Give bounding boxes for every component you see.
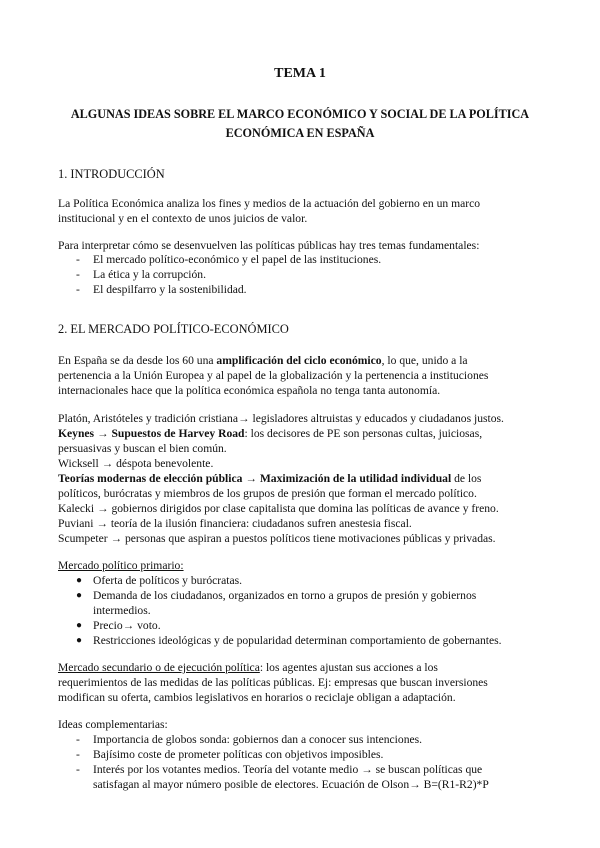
secondary-market-line: Mercado secundario o de ejecución política: los agentes ajustan sus acciones a los: [58, 661, 438, 674]
dash-bullet: -: [76, 283, 80, 296]
subtitle-line-2: ECONÓMICA EN ESPAÑA: [225, 126, 375, 140]
dash-bullet: -: [76, 763, 80, 776]
complementary-heading: Ideas complementarias:: [58, 718, 168, 731]
intro-paragraph-line: Para interpretar cómo se desenvuelven las políticas públicas hay tres temas fundamentales:: [58, 239, 480, 252]
subtitle-line-1: ALGUNAS IDEAS SOBRE EL MARCO ECONÓMICO Y SOCIAL DE LA POLÍTICA: [70, 107, 530, 121]
theory-line-scumpeter: Scumpeter → personas que aspiran a puestos políticos tiene motivaciones públicas y privadas.: [58, 532, 496, 545]
dash-bullet: -: [76, 253, 80, 266]
list-item-cont: intermedios.: [93, 604, 151, 617]
theory-line-puviani: Puviani → teoría de la ilusión financiera: ciudadanos sufren anestesia fiscal.: [58, 517, 412, 530]
list-item: La ética y la corrupción.: [93, 268, 206, 281]
list-item: Importancia de globos sonda: gobiernos dan a conocer sus intenciones.: [93, 733, 423, 746]
bullet-dot: ●: [76, 620, 83, 631]
theory-line-kalecki: Kalecki → gobiernos dirigidos por clase capitalista que domina las políticas de avance y freno.: [58, 502, 499, 515]
section-heading-introduccion: 1. INTRODUCCIÓN: [58, 167, 165, 181]
list-item: El despilfarro y la sostenibilidad.: [93, 283, 247, 296]
list-item-cont: satisfagan al mayor número posible de electores. Ecuación de Olson→ B=(R1-R2)*P: [93, 778, 489, 791]
dash-bullet: -: [76, 268, 80, 281]
dash-bullet: -: [76, 733, 80, 746]
list-item: Demanda de los ciudadanos, organizados en torno a grupos de presión y gobiernos: [93, 589, 477, 602]
theory-line-keynes-cont: persuasivas y buscan el bien común.: [58, 442, 227, 455]
theory-line-teorias-cont: políticos, burócratas y miembros de los grupos de presión que forman el mercado político.: [58, 487, 477, 500]
spain-paragraph-line: pertenencia a la Unión Europea y al papel de la globalización y la pertenencia a instituciones: [58, 369, 489, 382]
spain-paragraph-line: En España se da desde los 60 una amplificación del ciclo económico, lo que, unido a la: [58, 354, 468, 367]
list-item: Oferta de políticos y burócratas.: [93, 574, 243, 587]
secondary-market-line: modifican su oferta, cambios legislativos en horarios o reciclaje obligan a adaptación.: [58, 691, 456, 704]
page-title: TEMA 1: [274, 66, 326, 81]
primary-market-heading: Mercado político primario:: [58, 559, 184, 572]
bullet-dot: ●: [76, 590, 83, 601]
bullet-dot: ●: [76, 575, 83, 586]
intro-paragraph-line: institucional y en el contexto de unos juicios de valor.: [58, 212, 308, 225]
list-item: Interés por los votantes medios. Teoría del votante medio → se buscan políticas que: [93, 763, 483, 776]
section-heading-mercado: 2. EL MERCADO POLÍTICO-ECONÓMICO: [58, 322, 289, 336]
theory-line-keynes: Keynes → Supuestos de Harvey Road: los decisores de PE son personas cultas, juiciosas,: [58, 427, 483, 440]
secondary-market-line: requerimientos de las medidas de las políticas públicas. Ej: empresas que buscan inversiones: [58, 676, 488, 689]
bullet-dot: ●: [76, 635, 83, 646]
dash-bullet: -: [76, 748, 80, 761]
list-item: Precio→ voto.: [93, 619, 161, 632]
list-item: Bajísimo coste de prometer políticas con objetivos imposibles.: [93, 748, 384, 761]
theory-line-platon: Platón, Aristóteles y tradición cristiana→ legisladores altruistas y educados y ciudadanos justos.: [58, 412, 504, 425]
list-item: Restricciones ideológicas y de popularidad determinan comportamiento de gobernantes.: [93, 634, 502, 647]
spain-paragraph-line: internacionales hace que la política económica española no tenga tanta autonomía.: [58, 384, 441, 397]
theory-line-teorias: Teorías modernas de elección pública → Maximización de la utilidad individual de los: [58, 472, 482, 485]
intro-paragraph-line: La Política Económica analiza los fines y medios de la actuación del gobierno en un marco: [58, 197, 481, 210]
theory-line-wicksell: Wicksell → déspota benevolente.: [58, 457, 214, 470]
list-item: El mercado político-económico y el papel de las instituciones.: [93, 253, 382, 266]
